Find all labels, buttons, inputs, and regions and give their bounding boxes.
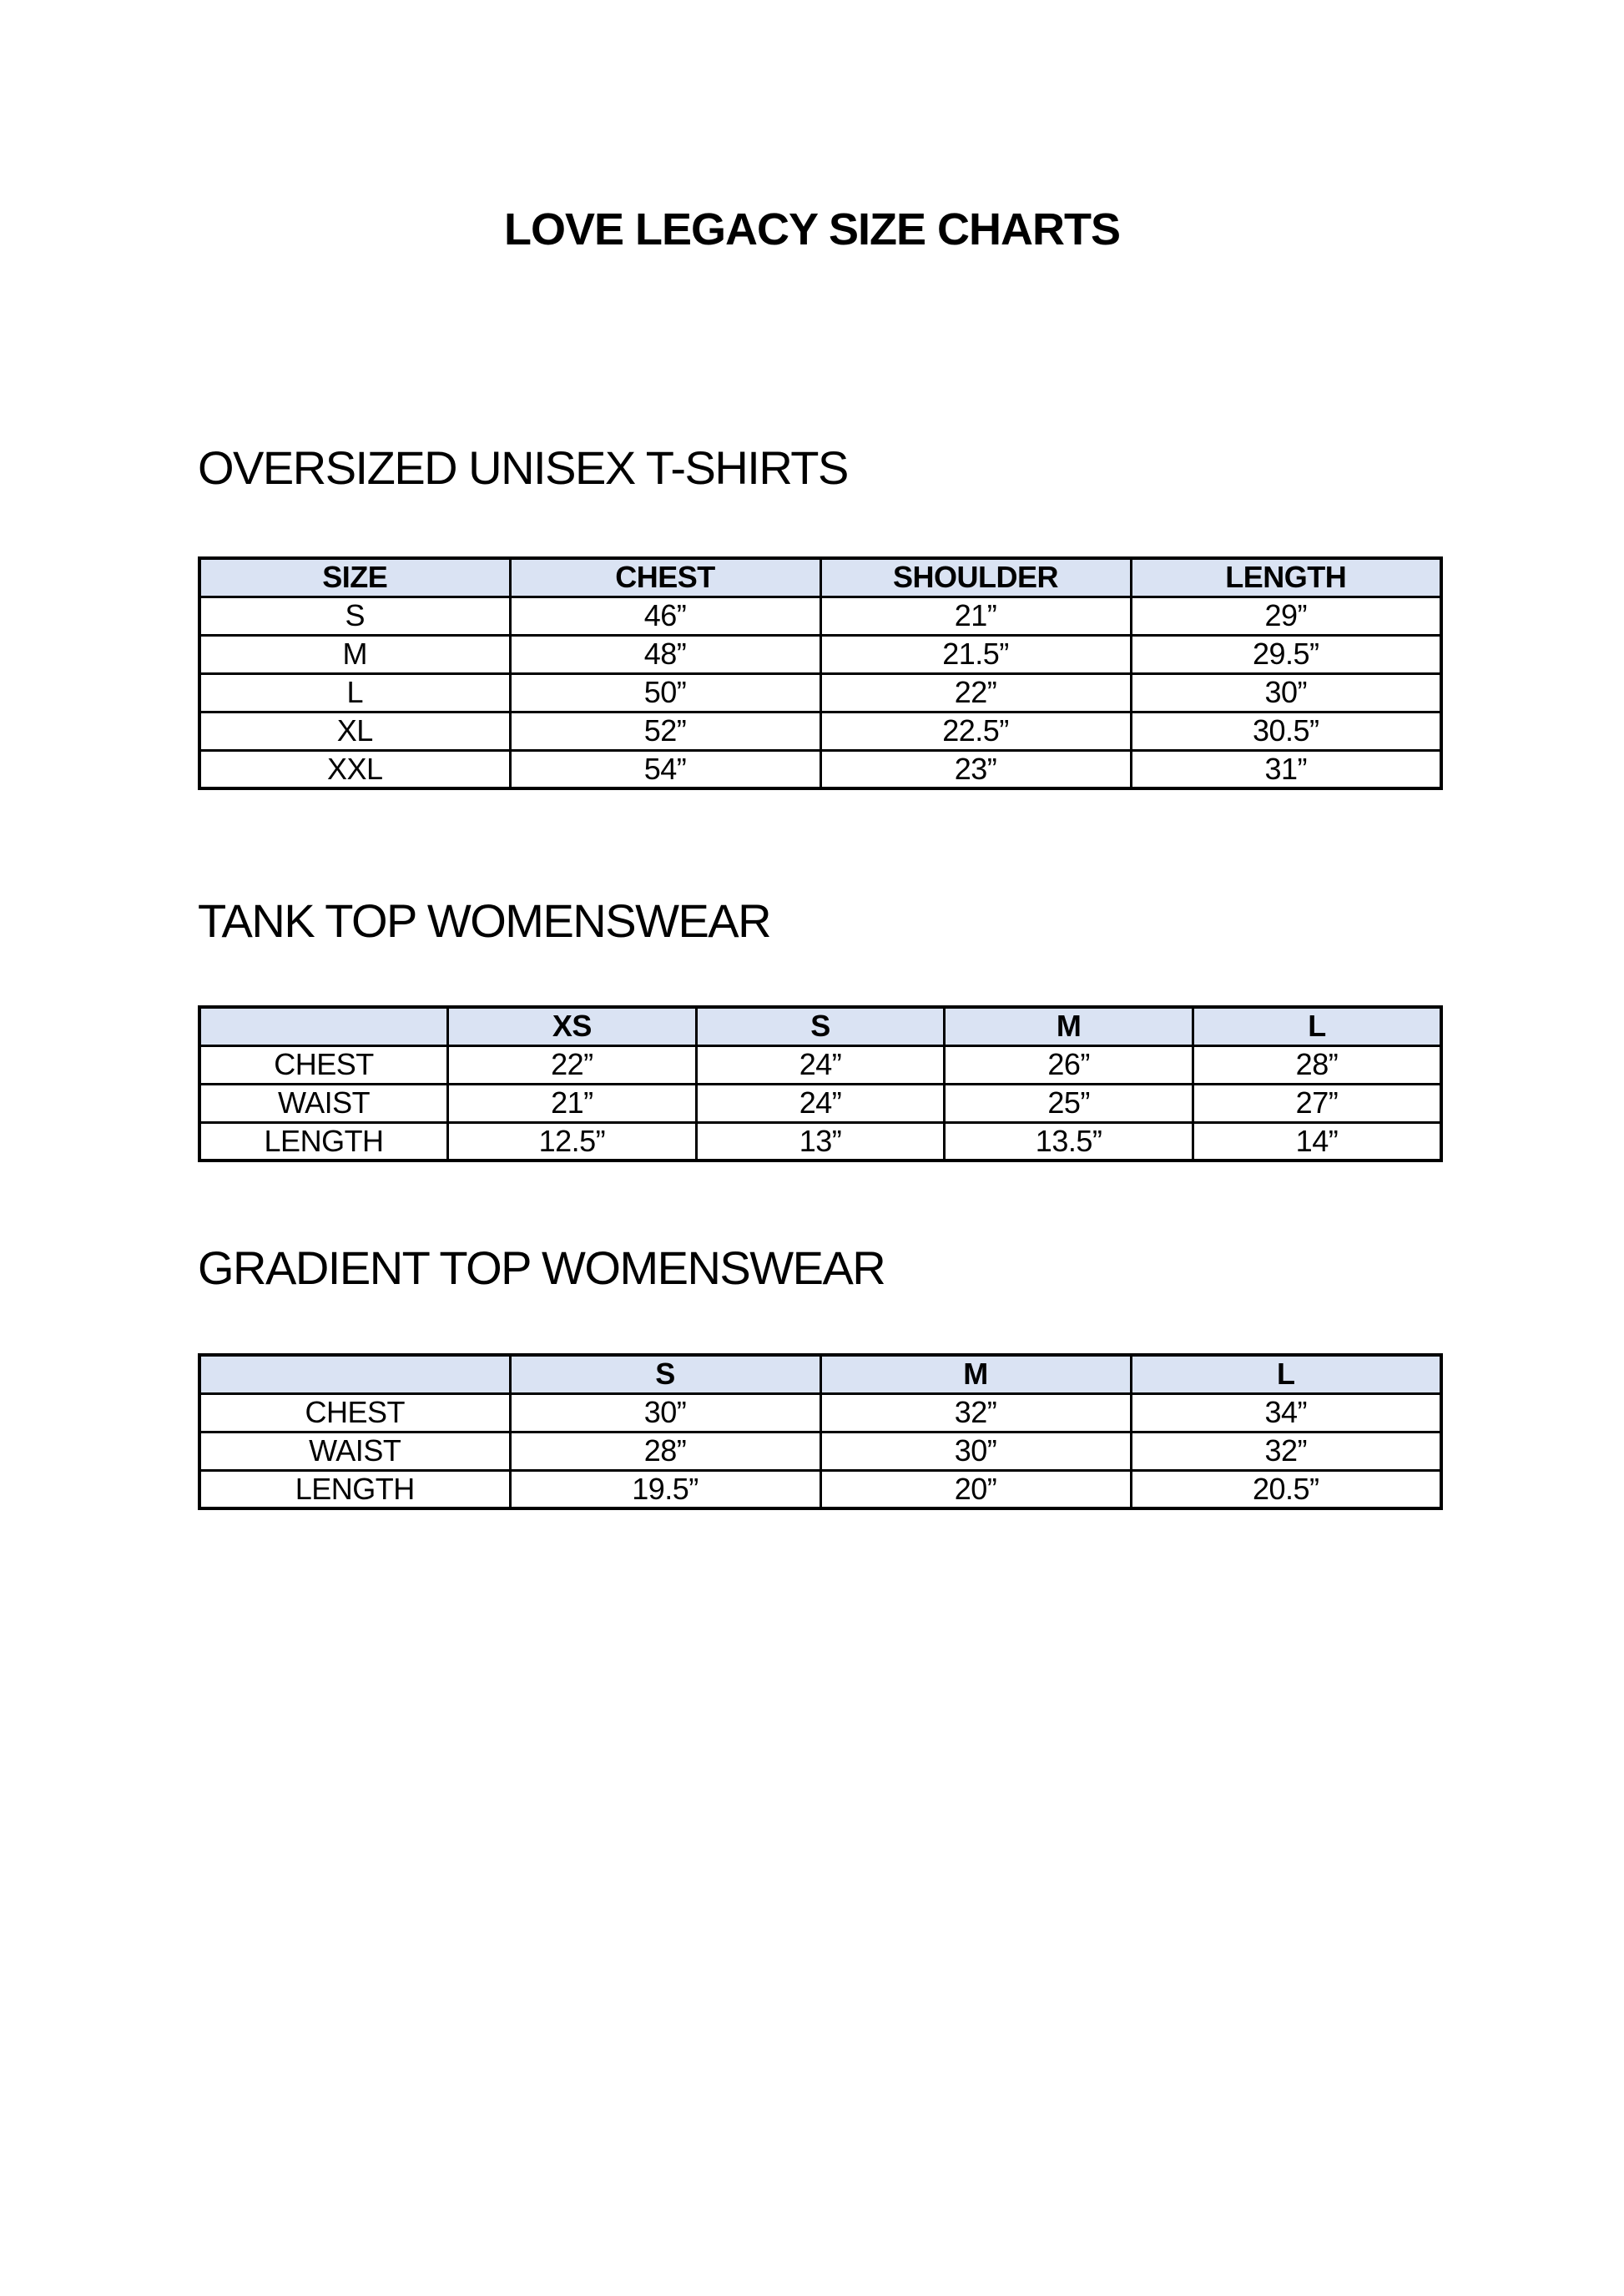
table-cell: 30” — [510, 1393, 820, 1432]
table-row — [199, 712, 1441, 750]
table-cell: 13” — [696, 1122, 945, 1161]
table-cell: 30” — [1131, 673, 1441, 712]
table-header-cell: L — [1193, 1007, 1441, 1045]
table-header-cell: L — [1131, 1355, 1441, 1393]
table-cell: 28” — [510, 1432, 820, 1470]
table-cell: 14” — [1193, 1122, 1441, 1161]
table-cell: 21.5” — [820, 635, 1131, 673]
table-cell: 12.5” — [448, 1122, 697, 1161]
oversized-unisex-tshirts-table — [198, 556, 1443, 790]
table-row — [199, 1122, 1441, 1161]
table-row — [199, 750, 1441, 788]
table-cell: 19.5” — [510, 1470, 820, 1508]
table-cell: 22.5” — [820, 712, 1131, 750]
table-cell: 22” — [820, 673, 1131, 712]
table-cell: 26” — [945, 1045, 1193, 1084]
table-cell: CHEST — [199, 1393, 510, 1432]
table-cell: 52” — [510, 712, 820, 750]
table-cell: LENGTH — [199, 1122, 448, 1161]
table-cell: 32” — [820, 1393, 1131, 1432]
page-title: LOVE LEGACY SIZE CHARTS — [503, 204, 1121, 254]
table-cell: LENGTH — [199, 1470, 510, 1508]
table-cell: WAIST — [199, 1432, 510, 1470]
table-row — [199, 597, 1441, 635]
table-row — [199, 635, 1441, 673]
table-cell: 25” — [945, 1084, 1193, 1122]
table-cell: 54” — [510, 750, 820, 788]
table-cell: 13.5” — [945, 1122, 1193, 1161]
table-cell: M — [199, 635, 510, 673]
table-cell: 32” — [1131, 1432, 1441, 1470]
table-header-cell: M — [945, 1007, 1193, 1045]
section-heading-tank-top-womenswear: TANK TOP WOMENSWEAR — [198, 894, 771, 947]
table-cell: 24” — [696, 1045, 945, 1084]
table-cell: L — [199, 673, 510, 712]
table-row — [199, 1084, 1441, 1122]
gradient-top-womenswear-table — [198, 1353, 1443, 1510]
table-row — [199, 1470, 1441, 1508]
table-cell: 24” — [696, 1084, 945, 1122]
table-cell: 30.5” — [1131, 712, 1441, 750]
table-row — [199, 1393, 1441, 1432]
table-header-cell: M — [820, 1355, 1131, 1393]
table-header-cell — [199, 1355, 510, 1393]
table-header-cell — [199, 1007, 448, 1045]
table-cell: 21” — [820, 597, 1131, 635]
table-cell: 27” — [1193, 1084, 1441, 1122]
table-row — [199, 673, 1441, 712]
table-cell: 50” — [510, 673, 820, 712]
table-cell: 31” — [1131, 750, 1441, 788]
table-header-cell: SHOULDER — [820, 558, 1131, 597]
table-header-cell: S — [510, 1355, 820, 1393]
table-cell: 28” — [1193, 1045, 1441, 1084]
table-cell: S — [199, 597, 510, 635]
table-cell: XL — [199, 712, 510, 750]
table-header-cell: LENGTH — [1131, 558, 1441, 597]
table-header-cell: CHEST — [510, 558, 820, 597]
table-cell: 21” — [448, 1084, 697, 1122]
table-cell: 29.5” — [1131, 635, 1441, 673]
table-cell: 29” — [1131, 597, 1441, 635]
section-heading-oversized-unisex-tshirts: OVERSIZED UNISEX T-SHIRTS — [198, 441, 848, 494]
table-cell: 34” — [1131, 1393, 1441, 1432]
table-header-row — [199, 1355, 1441, 1393]
table-header-row — [199, 1007, 1441, 1045]
table-cell: WAIST — [199, 1084, 448, 1122]
table-header-row — [199, 558, 1441, 597]
table-cell: 20.5” — [1131, 1470, 1441, 1508]
table-cell: 20” — [820, 1470, 1131, 1508]
table-cell: XXL — [199, 750, 510, 788]
section-heading-gradient-top-womenswear: GRADIENT TOP WOMENSWEAR — [198, 1241, 885, 1294]
table-cell: 30” — [820, 1432, 1131, 1470]
tank-top-womenswear-table — [198, 1005, 1443, 1162]
table-cell: CHEST — [199, 1045, 448, 1084]
table-header-cell: SIZE — [199, 558, 510, 597]
table-header-cell: XS — [448, 1007, 697, 1045]
table-row — [199, 1432, 1441, 1470]
table-cell: 48” — [510, 635, 820, 673]
table-cell: 23” — [820, 750, 1131, 788]
table-header-cell: S — [696, 1007, 945, 1045]
table-cell: 46” — [510, 597, 820, 635]
table-row — [199, 1045, 1441, 1084]
table-cell: 22” — [448, 1045, 697, 1084]
